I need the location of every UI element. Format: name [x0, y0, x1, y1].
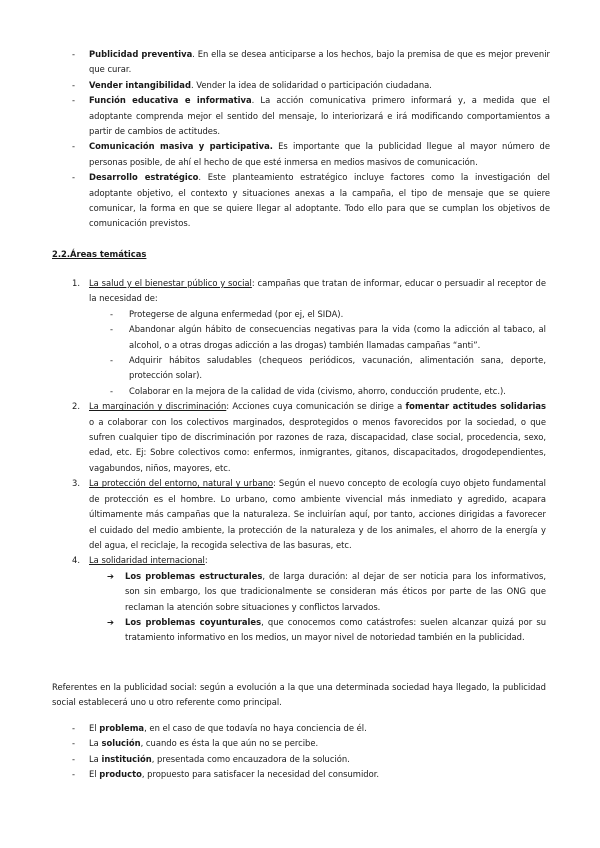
referents-list [72, 721, 550, 783]
item-term: Los problemas coyunturales [125, 616, 262, 627]
item-term: Comunicación masiva y participativa. [89, 141, 273, 152]
list-item [72, 752, 550, 767]
item-text: . La acción comunicativa primero informará y, a medida que el adoptante comprenda mejor el sentido del mensaje, lo interiorizará e irá modificando comportamientos a partir de cambios de actitudes. [89, 95, 550, 137]
list-item [72, 47, 550, 78]
list-item [72, 736, 550, 751]
solidarity-sublist [107, 569, 546, 646]
item-text: , de larga duración: al dejar de ser noticia para los informativos, son sin embargo, los que tradicionalmente se consideran más éticos por parte de las ONG que reclaman la atención sobre situaciones y conflictos larvados. [125, 570, 546, 612]
list-item: - Abandonar algún hábito de consecuencias negativas para la vida (como la adicción al tabaco, al alcohol, o a otras drogas adicción a las drogas) también llamadas campañas “anti”. [110, 322, 546, 353]
item-term: Vender intangibilidad [89, 79, 191, 90]
list-item [72, 170, 550, 232]
area-item-environment [72, 476, 546, 553]
health-sublist [110, 307, 546, 399]
item-number: 4. [72, 555, 80, 566]
area-title: La marginación y discriminación [89, 401, 227, 412]
item-text: Es importante que la publicidad llegue al mayor número de personas posible, de ahí el hecho de que esté inmersa en medios masivos de comunicación. [89, 141, 550, 167]
item-number: 1. [72, 278, 80, 288]
item-number: 2. [72, 401, 80, 412]
item-text: . En ella se desea anticiparse a los hechos, bajo la premisa de que es mejor prevenir que curar. [89, 49, 550, 75]
item-text: , propuesto para satisfacer la necesidad del consumidor. [141, 769, 380, 780]
item-prefix: La [89, 738, 102, 749]
area-item-solidarity [72, 553, 546, 645]
list-item [72, 93, 550, 139]
intro-list [72, 47, 550, 232]
area-title: La salud y el bienestar público y social [89, 278, 252, 288]
list-item [72, 139, 550, 170]
list-item [72, 78, 550, 93]
area-title: La protección del entorno, natural y urbano [89, 478, 274, 489]
item-prefix: El [89, 769, 100, 780]
item-text: . Este planteamiento estratégico incluye factores como la investigación del adoptante objetivo, el contexto y situaciones anexas a la campaña, el tipo de mensaje que se quiere comunicar, la forma en que se quiere llegar al adoptante. Todo ello para que se cumplan los objetivos de comunicación previstos. [89, 172, 550, 229]
item-term: institución [101, 753, 152, 764]
item-term: Los problemas estructurales [125, 570, 263, 581]
area-text: : campañas que tratan de informar, educar o persuadir al receptor de la necesidad de: [89, 278, 546, 304]
item-term: producto [99, 769, 142, 780]
arrow-icon: ➔ [107, 616, 115, 627]
item-text: , presentada como encauzadora de la solución. [151, 753, 350, 764]
item-term: problema [99, 723, 145, 733]
area-title: La solidaridad internacional [89, 555, 205, 566]
item-text: , cuando es ésta la que aún no se percibe. [140, 738, 319, 749]
area-bold-text: fomentar actitudes solidarias [405, 401, 547, 412]
item-number: 3. [72, 478, 80, 489]
area-text: : Según el nuevo concepto de ecología cuyo objeto fundamental de protección es el hombre. Lo urbano, como ambiente vivencial más inmediato y agredido, acapara últimamente más campañas que la naturaleza. Se incluirían aquí, por tanto, acciones dirigidas a favorecer el cuidado del medio ambiente, la protección de la naturaleza y de los animales, el ahorro de la energía y del agua, el reciclaje, la recogida selectiva de las basuras, etc. [89, 478, 546, 550]
item-text: . Vender la idea de solidaridad o participación ciudadana. [190, 79, 432, 90]
area-item-health [72, 276, 546, 399]
area-text: o a colaborar con los colectivos marginados, desprotegidos o menos favorecidos por la sociedad, o que sufren cualquier tipo de discriminación por razones de raza, discapacidad, clase social, procedencia, sexo, edad, etc. Ej: Sobre colectivos como: enfermos, inmigrantes, gitanos, discapacitados, drogodependientes, vagabundos, niños, mayores, etc. [89, 416, 546, 473]
item-prefix: El [89, 723, 100, 733]
item-text: , que conocemos como catástrofes: suelen alcanzar quizá por su tratamiento informativo en los medios, un mayor nivel de notoriedad también en la publicidad. [125, 616, 546, 643]
list-item: - Colaborar en la mejora de la calidad de vida (civismo, ahorro, conducción prudente, etc.). [110, 384, 546, 399]
area-text: : Acciones cuya comunicación se dirige a [226, 401, 406, 412]
list-item [107, 569, 546, 615]
item-term: Función educativa e informativa [89, 95, 252, 106]
list-item [107, 615, 546, 646]
arrow-icon: ➔ [107, 570, 115, 581]
list-item: - Protegerse de alguna enfermedad (por ej, el SIDA). [110, 307, 546, 322]
item-text: , en el caso de que todavía no haya conciencia de él. [144, 723, 367, 733]
list-item [72, 721, 550, 736]
list-item [72, 767, 550, 782]
section-heading: 2.2.Áreas temáticas [52, 249, 147, 259]
area-item-discrimination [72, 399, 546, 476]
list-item: - Adquirir hábitos saludables (chequeos periódicos, vacunación, alimentación sana, deporte, protección solar). [110, 353, 546, 384]
areas-list [72, 276, 546, 646]
referents-paragraph: Referentes en la publicidad social: según a evolución a la que una determinada sociedad haya llegado, la publicidad social establecerá uno u otro referente como principal. [52, 682, 546, 708]
item-term: solución [101, 738, 141, 749]
item-term: Publicidad preventiva [89, 49, 193, 59]
item-prefix: La [89, 753, 102, 764]
area-colon: : [204, 555, 208, 566]
item-term: Desarrollo estratégico [89, 172, 199, 183]
